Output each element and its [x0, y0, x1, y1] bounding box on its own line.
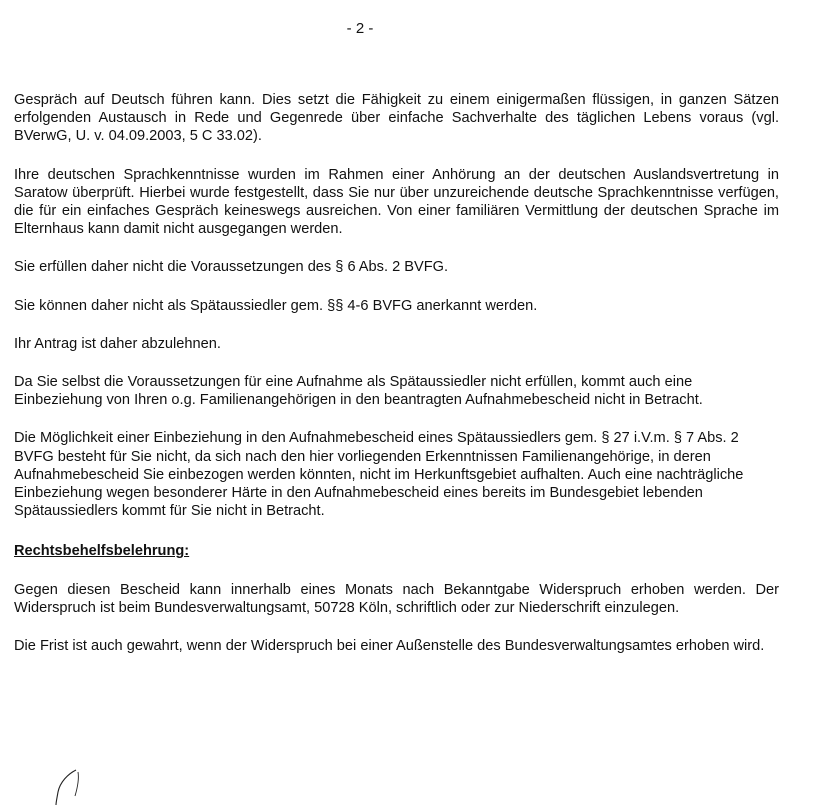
paragraph-inclusion-possibility: Die Möglichkeit einer Einbeziehung in den Aufnahmebescheid eines Spätaussiedlers gem. § 27 i.V.m. § 7 Abs. 2 BVFG besteht für Sie nicht, da sich nach den hier vorliegenden Erkenntnissen Familienangehörige, in deren Aufnahmebescheid Sie einbezogen werden könnten, nicht im Herkunftsgebiet aufhalten. Auch eine nachträgliche Einbeziehung wegen besonderer Härte in den Aufnahmebescheid eines bereits im Bundesgebiet lebenden Spätaussiedlers kommt für Sie nicht in Betracht. — [14, 430, 744, 520]
paragraph-language-check: Ihre deutschen Sprachkenntnisse wurden im Rahmen einer Anhörung an der deutschen Auslandsvertretung in Saratow überprüft. Hierbei wurde festgestellt, dass Sie nur über unzureichende deutsche Sprachkenntnisse verfügen, die für ein einfaches Gespräch keineswegs ausreichen. Von einer familiären Vermittlung der deutschen Sprache im Elternhaus kann damit nicht ausgegangen werden. — [14, 166, 779, 238]
paragraph-language-requirement: Gespräch auf Deutsch führen kann. Dies setzt die Fähigkeit zu einem einigermaßen flüssigen, in ganzen Sätzen erfolgenden Austausch in Rede und Gegenrede über einfache Sachverhalte des täglichen Lebens voraus (vgl. BVerwG, U. v. 04.09.2003, 5 C 33.02). — [14, 92, 779, 145]
paragraph-requirements-not-met: Sie erfüllen daher nicht die Voraussetzungen des § 6 Abs. 2 BVFG. — [14, 259, 449, 276]
paragraph-objection-deadline: Gegen diesen Bescheid kann innerhalb eines Monats nach Bekanntgabe Widerspruch erhoben werden. Der Widerspruch ist beim Bundesverwaltungsamt, 50728 Köln, schriftlich oder zur Niederschrift einzulegen. — [14, 581, 779, 616]
paragraph-rejection: Ihr Antrag ist daher abzulehnen. — [14, 335, 221, 352]
paragraph-deadline-met: Die Frist ist auch gewahrt, wenn der Widerspruch bei einer Außenstelle des Bundesverwaltungsamtes erhoben wird. — [14, 638, 765, 655]
letter-body — [14, 91, 779, 675]
handwritten-signature-stroke — [48, 768, 88, 806]
paragraph-family-inclusion: Da Sie selbst die Voraussetzungen für eine Aufnahme als Spätaussiedler nicht erfüllen, kommt auch eine Einbeziehung von Ihren o.g. Familienangehörigen in den beantragten Aufnahmebescheid nicht in Betracht. — [14, 374, 703, 409]
page-number: - 2 - — [346, 20, 374, 37]
paragraph-not-recognized: Sie können daher nicht als Spätaussiedler gem. §§ 4-6 BVFG anerkannt werden. — [14, 297, 538, 314]
legal-remedy-heading: Rechtsbehelfsbelehrung: — [14, 543, 190, 560]
